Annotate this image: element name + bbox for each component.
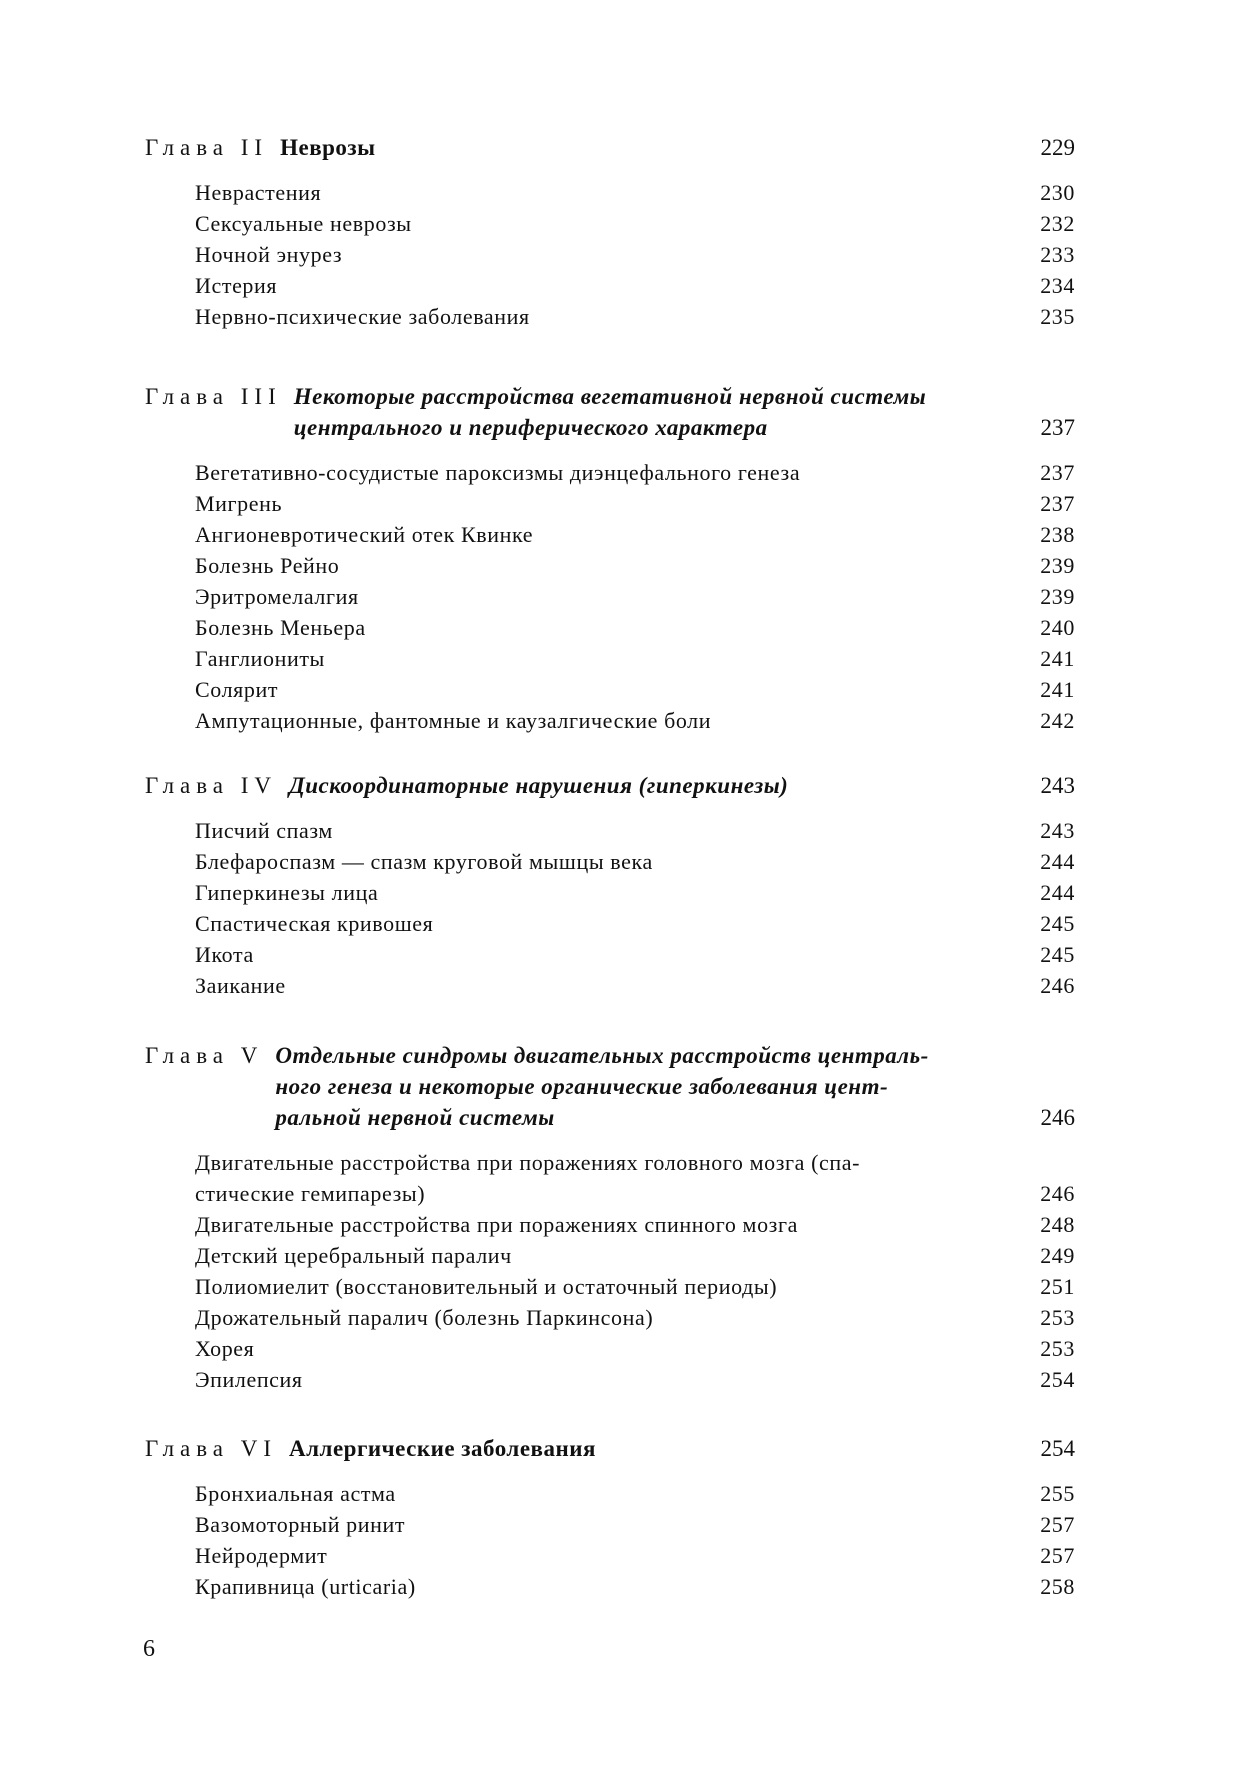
toc-entry — [195, 1540, 1075, 1571]
toc-entry — [195, 815, 1075, 846]
toc-entry — [195, 519, 1075, 550]
chapter-entries — [145, 815, 1075, 1001]
chapter-title — [277, 1433, 1005, 1464]
chapter-5 — [145, 1040, 1075, 1395]
entry-title: Эритромелалгия — [195, 584, 359, 609]
toc-entry — [195, 1271, 1075, 1302]
entry-title: Болезнь Рейно — [195, 553, 340, 578]
toc-entry — [195, 488, 1075, 519]
chapter-6 — [145, 1433, 1075, 1602]
entry-page-number: 245 — [1040, 911, 1075, 936]
entry-page-number: 244 — [1040, 880, 1075, 905]
toc-entry — [195, 877, 1075, 908]
entry-title: Нервно-психические заболевания — [195, 304, 530, 329]
entry-title: Гиперкинезы лица — [195, 880, 379, 905]
entry-title: Икота — [195, 942, 254, 967]
chapter-title-line: Аллергические заболевания — [289, 1436, 596, 1461]
chapter-title-line: ральной нервной системы — [275, 1105, 555, 1130]
chapter-title-line: ного генеза и некоторые органические заболевания цент- — [275, 1074, 889, 1099]
chapter-title — [268, 132, 1005, 163]
chapter-page-number: 229 — [1040, 135, 1075, 160]
entry-page-number: 239 — [1040, 584, 1075, 609]
chapter-title-line: Неврозы — [280, 135, 376, 160]
entry-page-number: 239 — [1040, 553, 1075, 578]
entry-title: Двигательные расстройства при поражениях спинного мозга — [195, 1212, 798, 1237]
entry-page-number: 233 — [1040, 242, 1075, 267]
toc-entry — [195, 1209, 1075, 1240]
entry-page-number: 238 — [1040, 522, 1075, 547]
entry-page-number: 255 — [1040, 1481, 1075, 1506]
entry-title: Нейродермит — [195, 1543, 328, 1568]
entry-title: Солярит — [195, 677, 279, 702]
entry-title: Болезнь Меньера — [195, 615, 366, 640]
entry-page-number: 246 — [1040, 1181, 1075, 1206]
toc-entry — [195, 1364, 1075, 1395]
chapter-page-number: 246 — [1040, 1105, 1075, 1130]
chapter-title-line: Дискоординаторные нарушения (гиперкинезы) — [289, 773, 789, 798]
chapter-page-number: 237 — [1040, 415, 1075, 440]
entry-title: Ампутационные, фантомные и каузалгические боли — [195, 708, 712, 733]
toc-entry — [195, 1302, 1075, 1333]
toc-entry — [195, 550, 1075, 581]
chapter-label: Глава III — [145, 384, 282, 409]
chapter-entries — [145, 177, 1075, 332]
entry-title: Бронхиальная астма — [195, 1481, 396, 1506]
entry-title: Ангионевротический отек Квинке — [195, 522, 534, 547]
entry-page-number: 251 — [1040, 1274, 1075, 1299]
toc-entry — [195, 301, 1075, 332]
entry-title: Блефароспазм — спазм круговой мышцы века — [195, 849, 653, 874]
entry-page-number: 241 — [1040, 677, 1075, 702]
chapter-entries — [145, 1478, 1075, 1602]
chapter-page-number: 254 — [1040, 1436, 1075, 1461]
toc-entry — [195, 643, 1075, 674]
toc-entry — [195, 705, 1075, 736]
entry-title: Дрожательный паралич (болезнь Паркинсона) — [195, 1305, 654, 1330]
entry-title: Истерия — [195, 273, 278, 298]
toc-entry — [195, 177, 1075, 208]
entry-title: Хорея — [195, 1336, 255, 1361]
chapter-heading — [145, 381, 1075, 443]
toc-entry — [195, 970, 1075, 1001]
entry-page-number: 243 — [1040, 818, 1075, 843]
entry-title: Писчий спазм — [195, 818, 333, 843]
chapter-title-line: центрального и периферического характера — [293, 415, 768, 440]
toc-entry — [195, 1571, 1075, 1602]
entry-page-number: 258 — [1040, 1574, 1075, 1599]
chapter-title — [282, 381, 1005, 443]
entry-page-number: 241 — [1040, 646, 1075, 671]
entry-title: Эпилепсия — [195, 1367, 303, 1392]
entry-title: Вегетативно-сосудистые пароксизмы диэнцефального генеза — [195, 460, 801, 485]
chapter-4 — [145, 770, 1075, 1001]
entry-title: Ночной энурез — [195, 242, 343, 267]
entry-page-number: 244 — [1040, 849, 1075, 874]
toc-entry — [195, 270, 1075, 301]
toc-entry — [195, 239, 1075, 270]
entry-title: Вазомоторный ринит — [195, 1512, 406, 1537]
entry-page-number: 245 — [1040, 942, 1075, 967]
entry-page-number: 235 — [1040, 304, 1075, 329]
entry-page-number: 253 — [1040, 1336, 1075, 1361]
toc-entry — [195, 908, 1075, 939]
chapter-entries — [145, 457, 1075, 736]
entry-page-number: 249 — [1040, 1243, 1075, 1268]
chapter-label: Глава IV — [145, 773, 278, 798]
chapter-title — [263, 1040, 1005, 1133]
toc-entry — [195, 457, 1075, 488]
entry-page-number: 237 — [1040, 491, 1075, 516]
entry-title: Ганглиониты — [195, 646, 325, 671]
entry-title: Спастическая кривошея — [195, 911, 434, 936]
toc-entry — [195, 581, 1075, 612]
entry-title: Полиомиелит (восстановительный и остаточный периоды) — [195, 1274, 778, 1299]
entry-title-continued: стические гемипарезы) — [195, 1181, 426, 1206]
chapter-page-number: 243 — [1040, 773, 1075, 798]
toc-entry — [195, 1509, 1075, 1540]
chapter-label: Глава VI — [145, 1436, 278, 1461]
entry-page-number: 234 — [1040, 273, 1075, 298]
chapter-heading — [145, 132, 1075, 163]
entry-title: Сексуальные неврозы — [195, 211, 412, 236]
entry-page-number: 242 — [1040, 708, 1075, 733]
toc-entry — [195, 939, 1075, 970]
toc-entry — [195, 612, 1075, 643]
entry-page-number: 246 — [1040, 973, 1075, 998]
page-number: 6 — [143, 1636, 155, 1662]
chapter-heading — [145, 1040, 1075, 1133]
entry-title: Неврастения — [195, 180, 322, 205]
toc-entry — [195, 846, 1075, 877]
entry-page-number: 237 — [1040, 460, 1075, 485]
chapter-title — [277, 770, 1005, 801]
toc-entry — [195, 1147, 1075, 1209]
chapter-3 — [145, 381, 1075, 736]
chapter-entries — [145, 1147, 1075, 1395]
toc-entry — [195, 1240, 1075, 1271]
chapter-heading — [145, 770, 1075, 801]
chapter-2 — [145, 132, 1075, 332]
chapter-title-line: Отдельные синдромы двигательных расстройств централь- — [275, 1043, 929, 1068]
chapter-label: Глава V — [145, 1043, 264, 1068]
entry-title: Мигрень — [195, 491, 283, 516]
entry-title: Детский церебральный паралич — [195, 1243, 512, 1268]
entry-page-number: 253 — [1040, 1305, 1075, 1330]
entry-page-number: 240 — [1040, 615, 1075, 640]
entry-page-number: 230 — [1040, 180, 1075, 205]
entry-page-number: 257 — [1040, 1543, 1075, 1568]
toc-entry — [195, 674, 1075, 705]
entry-title: Заикание — [195, 973, 286, 998]
entry-page-number: 248 — [1040, 1212, 1075, 1237]
toc-entry — [195, 1478, 1075, 1509]
chapter-heading — [145, 1433, 1075, 1464]
entry-page-number: 254 — [1040, 1367, 1075, 1392]
entry-page-number: 232 — [1040, 211, 1075, 236]
chapter-label: Глава II — [145, 135, 269, 160]
entry-title: Двигательные расстройства при поражениях головного мозга (спа- — [195, 1150, 861, 1175]
entry-page-number: 257 — [1040, 1512, 1075, 1537]
toc-entry — [195, 208, 1075, 239]
entry-title: Крапивница (urticaria) — [195, 1574, 416, 1599]
chapter-title-line: Некоторые расстройства вегетативной нервной системы — [293, 384, 927, 409]
toc-entry — [195, 1333, 1075, 1364]
